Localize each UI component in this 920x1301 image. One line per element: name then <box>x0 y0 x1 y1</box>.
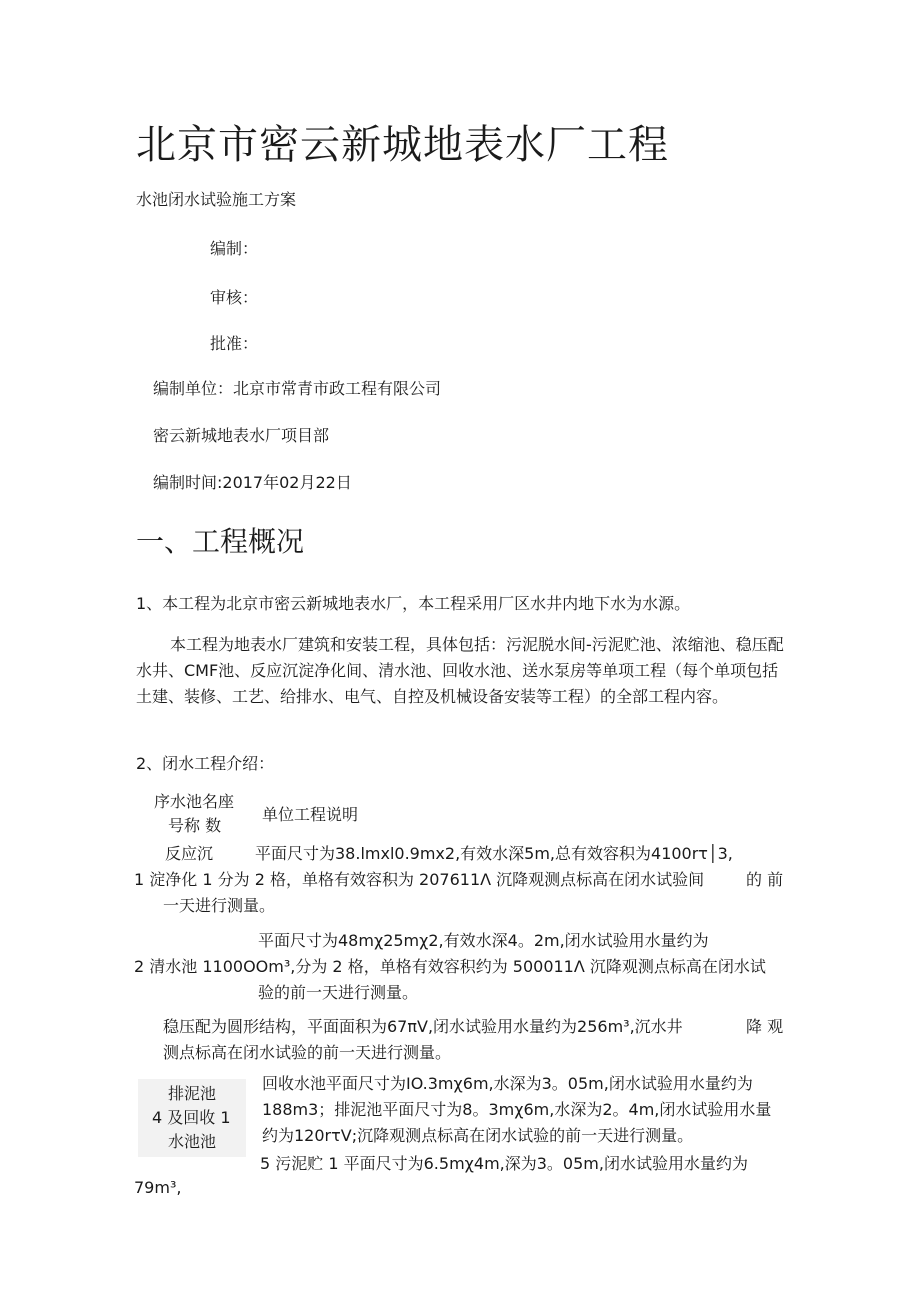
table-header-col-group: 序水池名座 <box>154 792 235 811</box>
row1-pool-name: 反应沉 <box>165 844 214 863</box>
compile-date: 编制时间:2017年02月22日 <box>153 473 352 492</box>
row2-line2: 2 清水池 1100OOm³,分为 2 格，单格有效容积约为 500011Λ 沉降观测点标高在闭水试 <box>134 957 766 976</box>
row5-line1: 5 污泥贮 1 平面尺寸为6.5mχ4m,深为3。05m,闭水试验用水量约为 <box>260 1154 748 1173</box>
row3-line1-tail: 降 观 <box>746 1017 784 1036</box>
table-header-description: 单位工程说明 <box>262 805 359 824</box>
row4-pool-name-l1: 排泥池 <box>168 1084 217 1103</box>
row4-pool-name-l2: 4 及回收 1 <box>152 1108 231 1127</box>
paragraph-source: 1、本工程为北京市密云新城地表水厂，本工程采用厂区水井内地下水为水源。 <box>136 594 691 613</box>
row2-line3: 验的前一天进行测量。 <box>258 983 419 1002</box>
reviewer-label: 审核： <box>210 288 259 307</box>
row4-line3: 约为120rτV;沉降观测点标高在闭水试验的前一天进行测量。 <box>262 1126 694 1145</box>
document-title: 北京市密云新城地表水厂工程 <box>136 122 669 168</box>
row4-line1: 回收水池平面尺寸为IO.3mχ6m,水深为3。05m,闭水试验用水量约为 <box>262 1074 753 1093</box>
compiling-unit: 编制单位：北京市常青市政工程有限公司 <box>153 379 442 398</box>
row2-line1: 平面尺寸为48mχ25mχ2,有效水深4。2m,闭水试验用水量约为 <box>258 931 709 950</box>
row3-line2: 测点标高在闭水试验的前一天进行测量。 <box>163 1043 452 1062</box>
compiler-label: 编制： <box>210 239 259 258</box>
row1-line1: 平面尺寸为38.lmxl0.9mx2,有效水深5m,总有效容积为4100rτ│3, <box>255 844 733 863</box>
row4-pool-name-l3: 水池池 <box>168 1132 217 1151</box>
row4-line2: 188m3；排泥池平面尺寸为8。3mχ6m,水深为2。4m,闭水试验用水量 <box>262 1100 772 1119</box>
row1-line2: 1 淀净化 1 分为 2 格，单格有效容积为 207611Λ 沉降观测点标高在闭水试验间 <box>134 870 705 889</box>
row5-line2: 79m³, <box>134 1178 182 1197</box>
row3-line1: 稳压配为圆形结构，平面面积为67πV,闭水试验用水量约为256m³,沉水井 <box>163 1017 683 1036</box>
table-header-col-group-sub: 号称 数 <box>168 816 222 835</box>
approver-label: 批准： <box>210 334 259 353</box>
row1-line2-tail: 的 前 <box>746 870 784 889</box>
paragraph-closed-water-intro: 2、闭水工程介绍： <box>136 754 275 773</box>
row1-line3: 一天进行测量。 <box>163 896 276 915</box>
section-heading: 一、工程概况 <box>136 525 305 558</box>
project-department: 密云新城地表水厂项目部 <box>153 426 330 445</box>
paragraph-scope: 本工程为地表水厂建筑和安装工程，具体包括：污泥脱水间-污泥贮池、浓缩池、稳压配水井、CMF池、反应沉淀净化间、清水池、回收水池、送水泵房等单项工程（每个单项包括土建、装修、工艺、给排水、电气、自控及机械设备安装等工程）的全部工程内容。 <box>136 635 784 706</box>
document-subtitle: 水池闭水试验施工方案 <box>136 190 297 209</box>
